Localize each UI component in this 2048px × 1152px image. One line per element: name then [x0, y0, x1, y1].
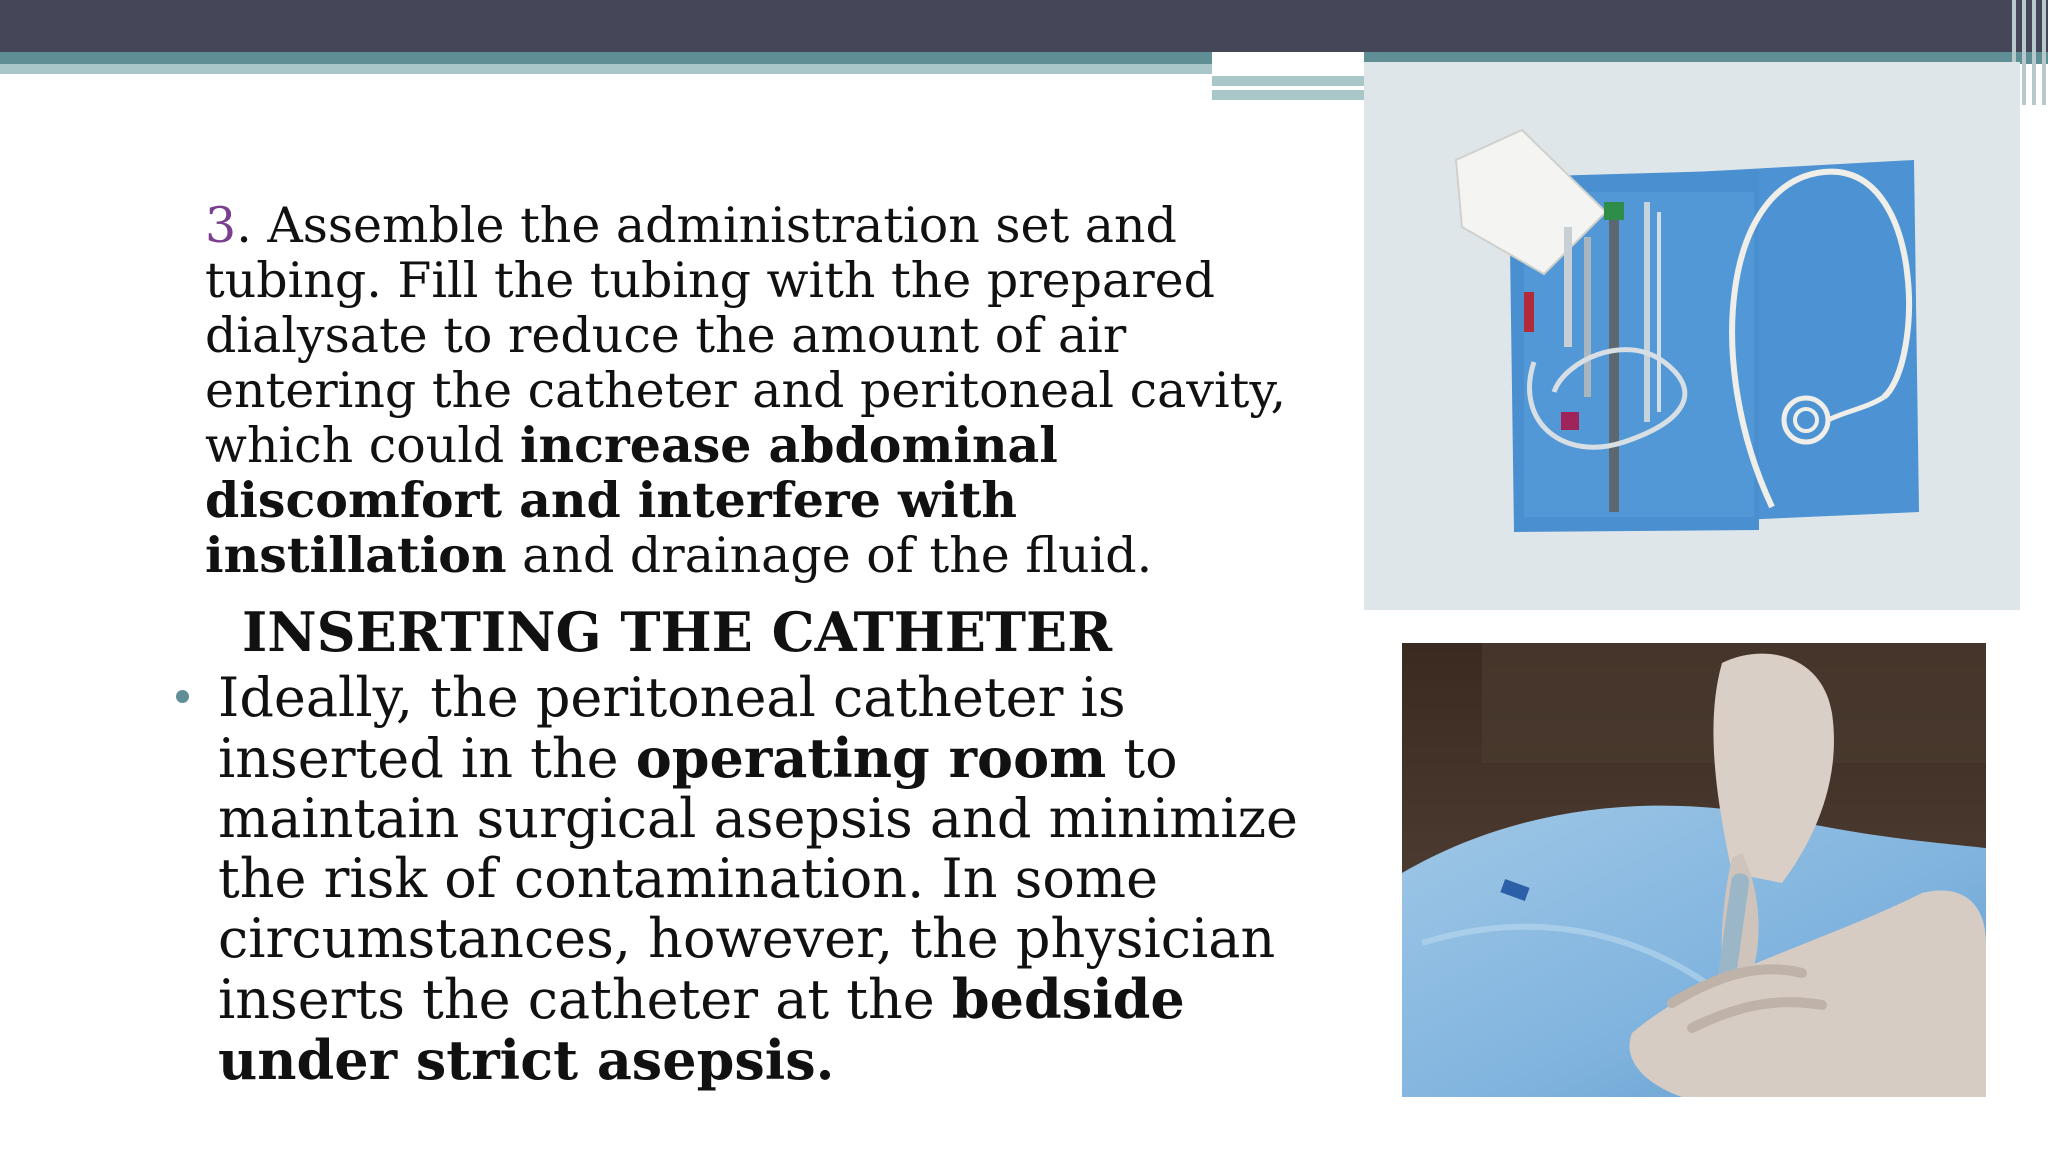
header-bar	[0, 0, 2048, 52]
header-accent-stripe	[0, 52, 1212, 64]
header-light-stripe	[0, 64, 1212, 74]
instruction-paragraph	[205, 198, 1305, 583]
bullet-emphasis: operating room	[635, 726, 1107, 790]
header-step-stripe	[1212, 90, 1364, 100]
bullet-text	[218, 668, 1298, 1091]
catheter-insertion-photo	[1402, 643, 1986, 1097]
section-heading: INSERTING THE CATHETER	[242, 600, 1113, 664]
step-number: 3	[205, 197, 237, 254]
paragraph-text: and drainage of the fluid.	[506, 527, 1153, 584]
bullet-text-part: Ideally, the peritoneal catheter is inserted in the	[218, 666, 1126, 790]
catheter-kit-image	[1364, 62, 2020, 610]
paragraph-emphasis: increase abdominal discomfort and interfere with instillation	[205, 416, 1058, 584]
bullet-text-part: to maintain surgical asepsis and minimize the risk of contamination. In some circumstances, however, the physician inserts the catheter at the	[218, 727, 1298, 1031]
paragraph-text: . Assemble the administration set and tubing. Fill the tubing with the prepared dialysate to reduce the amount of air entering the catheter and peritoneal cavity, which could	[205, 197, 1287, 474]
bullet-emphasis: bedside under strict asepsis.	[218, 967, 1185, 1092]
header-step-stripe	[1212, 76, 1364, 86]
bullet-dot	[176, 690, 189, 703]
